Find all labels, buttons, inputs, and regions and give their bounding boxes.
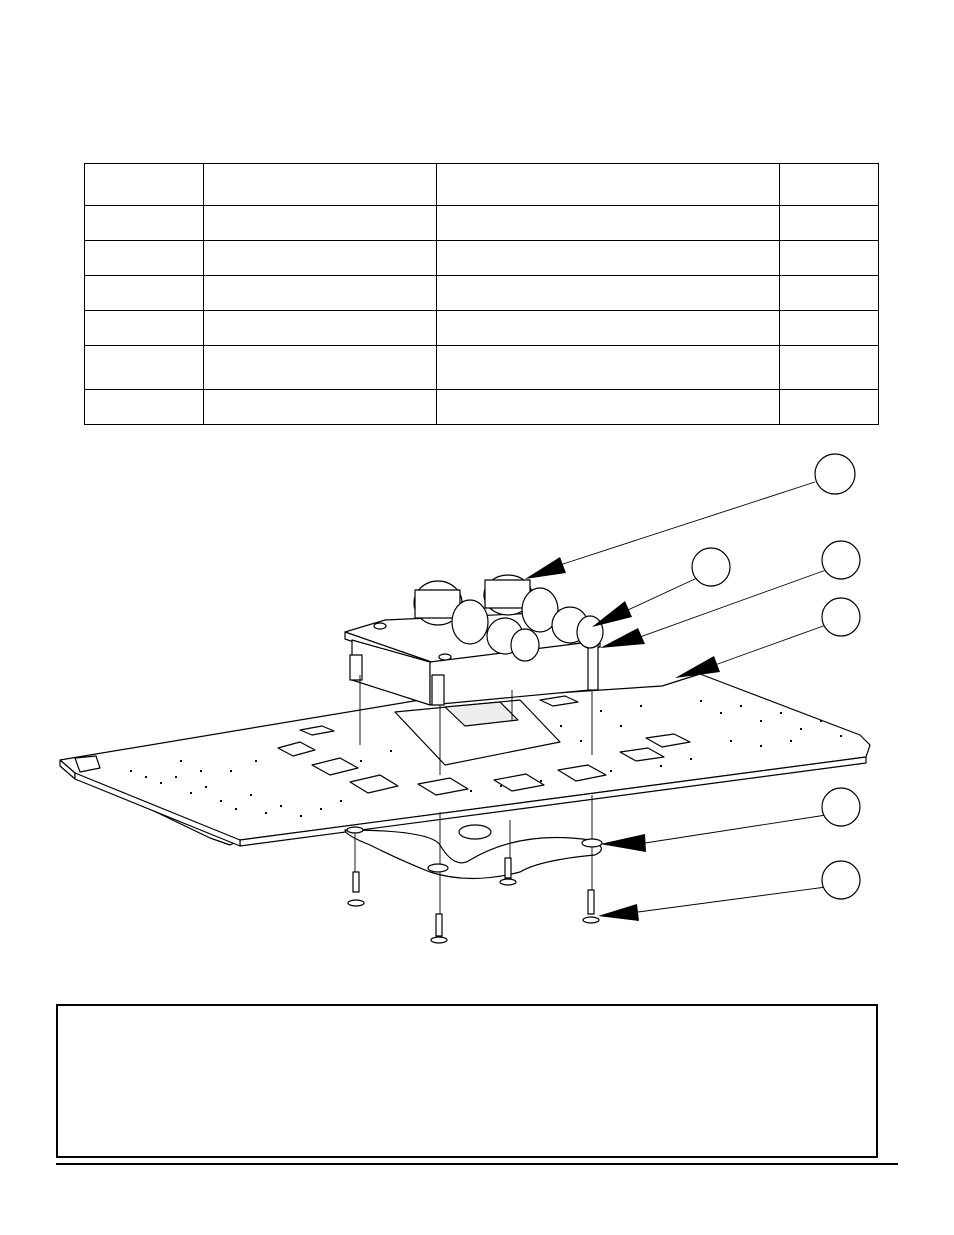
- exploded-assembly-diagram: [0, 440, 954, 980]
- table-cell: [437, 311, 780, 346]
- table-row: [85, 346, 879, 390]
- arrowhead-2: [592, 601, 632, 627]
- arrowhead-1: [525, 557, 566, 579]
- header-cell: [780, 164, 879, 206]
- callout-balloon-3: [822, 541, 860, 579]
- table-cell: [204, 311, 437, 346]
- table-header-row: [85, 164, 879, 206]
- table-cell: [204, 390, 437, 425]
- note-box: [56, 1004, 878, 1158]
- table-cell: [780, 346, 879, 390]
- table-row: [85, 311, 879, 346]
- arrowhead-6: [598, 904, 639, 921]
- table-cell: [85, 311, 204, 346]
- table-cell: [85, 346, 204, 390]
- table-cell: [85, 206, 204, 241]
- header-cell: [437, 164, 780, 206]
- header-cell: [85, 164, 204, 206]
- arrowhead-3: [600, 628, 645, 648]
- header-cell: [204, 164, 437, 206]
- table-cell: [204, 241, 437, 276]
- callout-balloon-1: [815, 454, 855, 494]
- table-cell: [85, 241, 204, 276]
- table-cell: [437, 241, 780, 276]
- table-cell: [204, 346, 437, 390]
- table-cell: [437, 346, 780, 390]
- arrowhead-4: [675, 656, 720, 678]
- table-cell: [780, 276, 879, 311]
- callout-balloon-2: [692, 548, 730, 586]
- table-cell: [780, 206, 879, 241]
- table-row: [85, 206, 879, 241]
- callout-balloon-5: [822, 788, 860, 826]
- water-block: [345, 575, 603, 705]
- callout-balloon-6: [822, 861, 860, 899]
- table-cell: [437, 206, 780, 241]
- table-cell: [204, 276, 437, 311]
- table-cell: [437, 276, 780, 311]
- table-cell: [437, 390, 780, 425]
- table-cell: [780, 241, 879, 276]
- table-row: [85, 390, 879, 425]
- table-cell: [85, 390, 204, 425]
- table-row: [85, 276, 879, 311]
- arrowhead-5: [600, 834, 646, 852]
- parts-table: [84, 163, 879, 425]
- table-cell: [780, 390, 879, 425]
- table-row: [85, 241, 879, 276]
- backplate: [345, 825, 601, 879]
- footer-rule: [56, 1163, 898, 1165]
- callout-balloon-4: [822, 598, 860, 636]
- table-cell: [204, 206, 437, 241]
- table-cell: [780, 311, 879, 346]
- table-cell: [85, 276, 204, 311]
